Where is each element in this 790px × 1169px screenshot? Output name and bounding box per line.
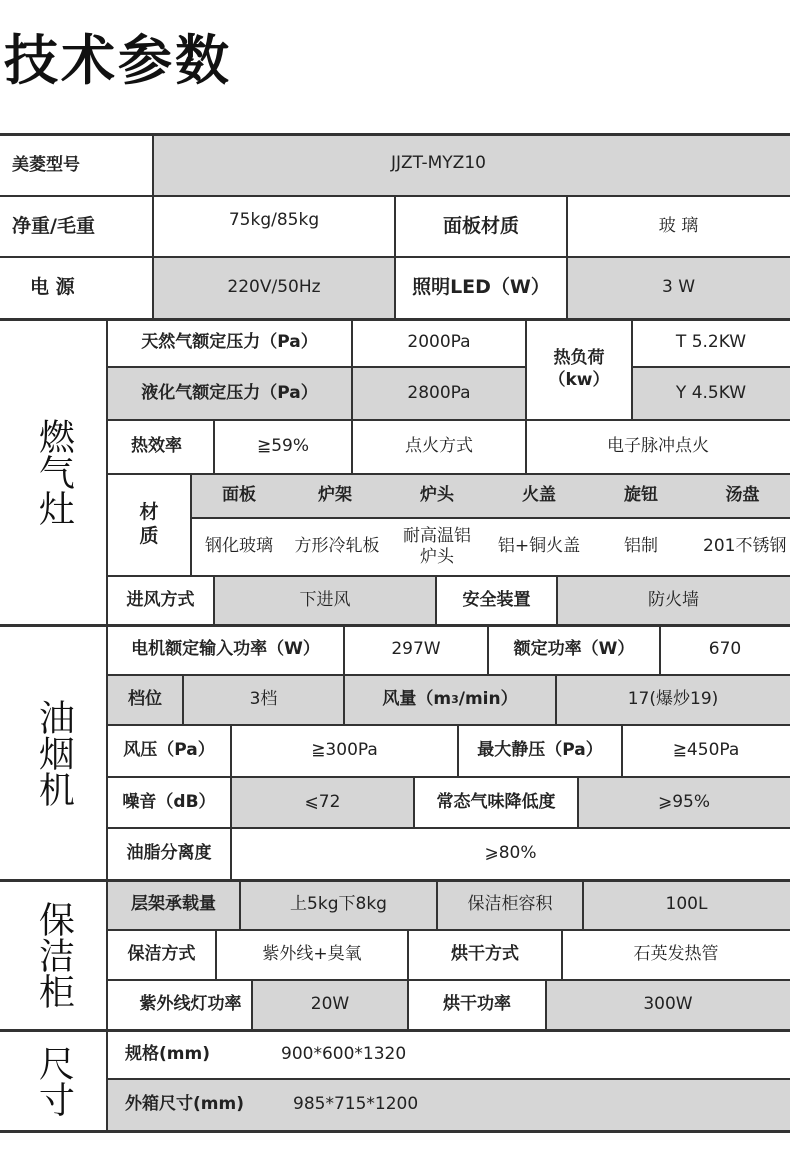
column-divider	[621, 725, 623, 777]
column-divider	[582, 880, 584, 930]
airflow-label-prefix: 风量（m	[382, 689, 452, 710]
cabinet-section-label: 保洁柜	[33, 901, 75, 1009]
stove-section-label: 燃气灶	[33, 418, 75, 526]
weight-label: 净重/毛重	[12, 214, 95, 237]
material-label: 材质	[139, 501, 159, 547]
led-value: 3 W	[567, 257, 790, 319]
column-divider	[215, 930, 217, 980]
material-header-panel: 面板	[191, 474, 287, 518]
column-divider	[182, 675, 184, 725]
material-header-burner: 炉头	[383, 474, 491, 518]
safety-label: 安全装置	[462, 589, 531, 610]
model-label: 美菱型号	[12, 154, 80, 175]
odor-label: 常态气味降低度	[436, 791, 556, 812]
row-divider	[191, 517, 790, 519]
dry-method-label: 烘干方式	[451, 944, 519, 965]
dry-power-value: 300W	[546, 980, 790, 1030]
column-divider	[631, 319, 633, 420]
heat-load-y-value: Y 4.5KW	[632, 367, 790, 420]
material-value-panel: 钢化玻璃	[205, 536, 273, 557]
hood-section-label: 油烟机	[33, 698, 75, 807]
air-intake-value: 下进风	[214, 576, 436, 625]
noise-label: 噪音（dB）	[122, 791, 216, 812]
row-divider	[107, 366, 526, 368]
row-divider	[107, 419, 790, 421]
column-divider	[561, 930, 563, 980]
safety-value: 防火墙	[557, 576, 790, 625]
column-divider	[556, 576, 558, 625]
table-top-border	[0, 133, 790, 136]
uv-power-label: 紫外线灯功率	[139, 994, 242, 1015]
row-divider	[107, 724, 790, 726]
column-divider	[487, 625, 489, 675]
row-divider	[107, 1078, 790, 1080]
pressure-label: 风压（Pa）	[123, 740, 215, 761]
panel-material-value: 玻 璃	[658, 215, 699, 236]
column-divider	[659, 625, 661, 675]
material-header-grate: 炉架	[287, 474, 383, 518]
weight-value: 75kg/85kg	[228, 210, 320, 230]
panel-material-label: 面板材质	[442, 214, 519, 237]
row-divider	[107, 473, 790, 475]
row-divider	[107, 776, 790, 778]
pressure-value: ≧300Pa	[311, 740, 378, 761]
column-divider	[407, 930, 409, 1030]
column-divider	[152, 134, 154, 319]
noise-value: ⩽72	[231, 777, 414, 828]
material-value-knob: 铝制	[624, 536, 658, 557]
column-divider	[457, 725, 459, 777]
row-divider	[107, 979, 790, 981]
spec-label: 规格(mm)	[125, 1043, 210, 1064]
row-divider	[107, 827, 790, 829]
airflow-label-suffix: /min）	[458, 689, 518, 710]
column-divider	[545, 980, 547, 1030]
rated-power-value: 670	[708, 639, 742, 660]
column-divider	[525, 319, 527, 474]
efficiency-label: 热效率	[131, 436, 182, 457]
column-divider	[577, 777, 579, 828]
airflow-label	[344, 675, 556, 725]
gear-label: 档位	[107, 675, 183, 725]
material-value-cap: 铝+铜火盖	[497, 536, 581, 557]
material-header-tray: 汤盘	[695, 474, 790, 518]
box-label: 外箱尺寸(mm)	[107, 1079, 267, 1131]
power-value: 220V/50Hz	[153, 257, 395, 319]
spec-value: 900*600*1320	[281, 1043, 407, 1064]
clean-method-label: 保洁方式	[127, 944, 196, 965]
section-divider	[0, 1029, 790, 1032]
odor-value: ⩾95%	[578, 777, 790, 828]
volume-label: 保洁柜容积	[437, 880, 583, 930]
airflow-value: 17(爆炒19)	[556, 675, 790, 725]
volume-value: 100L	[583, 880, 790, 930]
heat-load-t-value: T 5.2KW	[675, 332, 747, 353]
row-divider	[107, 575, 790, 577]
section-label-divider	[106, 319, 108, 1131]
size-section-label: 尺寸	[33, 1044, 75, 1117]
ng-pressure-value: 2000Pa	[407, 332, 471, 353]
model-value: JJZT-MYZ10	[153, 135, 790, 196]
shelf-load-label: 层架承载量	[107, 880, 240, 930]
column-divider	[435, 576, 437, 625]
ignition-value: 电子脉冲点火	[607, 436, 709, 457]
power-label: 电 源	[30, 276, 75, 299]
section-divider	[0, 879, 790, 882]
lpg-pressure-value: 2800Pa	[352, 367, 526, 420]
heat-load-label: 热负荷（kw）	[548, 348, 610, 390]
page-title: 技术参数	[4, 29, 232, 92]
column-divider	[436, 880, 438, 930]
material-header-knob: 旋钮	[587, 474, 695, 518]
column-divider	[566, 196, 568, 319]
table-bottom-border	[0, 1130, 790, 1133]
led-label: 照明LED（W）	[412, 276, 550, 299]
motor-power-label: 电机额定输入功率（W）	[131, 639, 320, 660]
grease-label: 油脂分离度	[126, 843, 212, 864]
column-divider	[343, 625, 345, 725]
max-static-label: 最大静压（Pa）	[477, 740, 603, 761]
material-value-grate: 方形冷轧板	[294, 536, 380, 557]
column-divider	[213, 420, 215, 474]
ng-pressure-label: 天然气额定压力（Pa）	[141, 332, 318, 353]
material-header-cap: 火盖	[491, 474, 587, 518]
column-divider	[555, 675, 557, 725]
ignition-label: 点火方式	[405, 436, 473, 457]
efficiency-value: ≧59%	[256, 436, 310, 457]
column-divider	[239, 880, 241, 930]
grease-value: ⩾80%	[484, 843, 537, 864]
row-divider	[107, 674, 790, 676]
column-divider	[230, 725, 232, 880]
uv-power-value: 20W	[252, 980, 408, 1030]
column-divider	[213, 576, 215, 625]
air-intake-label: 进风方式	[126, 589, 195, 610]
material-value-burner: 耐高温铝炉头	[403, 525, 471, 567]
dry-power-label: 烘干功率	[443, 994, 511, 1015]
airflow-label-sup: 3	[451, 693, 459, 707]
column-divider	[251, 980, 253, 1030]
column-divider	[413, 777, 415, 828]
row-divider	[107, 929, 790, 931]
clean-method-value: 紫外线+臭氧	[262, 944, 362, 965]
column-divider	[190, 474, 192, 576]
dry-method-value: 石英发热管	[633, 944, 719, 965]
column-divider	[351, 319, 353, 474]
motor-power-value: 297W	[391, 639, 441, 660]
column-divider	[394, 196, 396, 319]
row-divider	[632, 366, 790, 368]
material-value-tray: 201不锈钢	[703, 536, 787, 557]
gear-value: 3档	[183, 675, 344, 725]
shelf-load-value: 上5kg下8kg	[240, 880, 437, 930]
section-divider	[0, 624, 790, 627]
max-static-value: ≧450Pa	[672, 740, 740, 761]
lpg-pressure-label: 液化气额定压力（Pa）	[107, 367, 352, 420]
box-value: 985*715*1200	[267, 1079, 790, 1131]
rated-power-label: 额定功率（W）	[513, 639, 635, 660]
